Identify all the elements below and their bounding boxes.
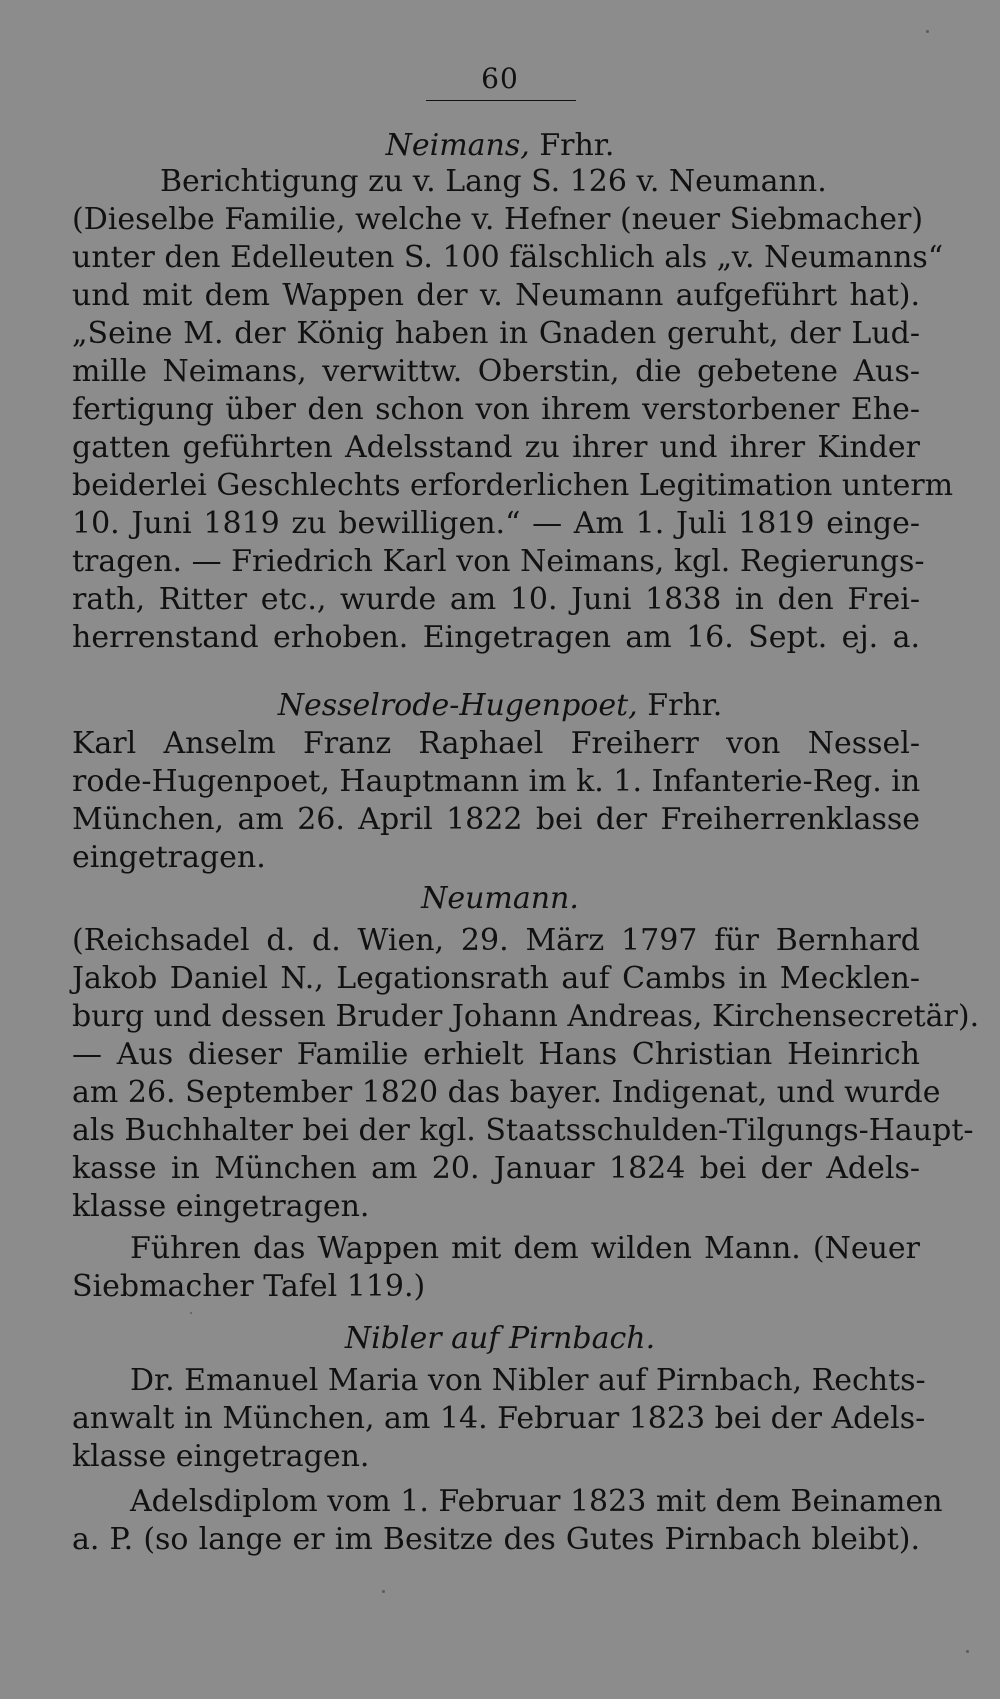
text-line: unter den Edelleuten S. 100 fälschlich als „v. Neumanns“ bbox=[72, 240, 944, 275]
section-heading-nibler bbox=[0, 1320, 1000, 1358]
section-heading-neimans bbox=[0, 127, 1000, 165]
section-title: Neumann. bbox=[421, 881, 579, 916]
text-line: (Dieselbe Familie, welche v. Hefner (neuer Siebmacher) bbox=[72, 202, 924, 237]
text-line: Siebmacher Tafel 119.) bbox=[72, 1269, 426, 1304]
text-line: München, am 26. April 1822 bei der Freiherrenklasse bbox=[72, 802, 920, 837]
scan-speck bbox=[966, 1650, 969, 1653]
text-line: Karl Anselm Franz Raphael Freiherr von Nessel- bbox=[72, 726, 920, 761]
text-line: herrenstand erhoben. Eingetragen am 16. Sept. ej. a. bbox=[72, 620, 920, 655]
text-line: tragen. — Friedrich Karl von Neimans, kgl. Regierungs- bbox=[72, 544, 925, 579]
section-title-suffix: Frhr. bbox=[539, 128, 615, 163]
text-line: Dr. Emanuel Maria von Nibler auf Pirnbach, Rechts- bbox=[130, 1363, 926, 1398]
text-line: Berichtigung zu v. Lang S. 126 v. Neumann. bbox=[160, 164, 827, 199]
page-number: 60 bbox=[481, 62, 519, 95]
section-heading-nesselrode bbox=[0, 687, 1000, 725]
text-line: Führen das Wappen mit dem wilden Mann. (Neuer bbox=[130, 1231, 920, 1266]
text-line: kasse in München am 20. Januar 1824 bei der Adels- bbox=[72, 1151, 920, 1186]
text-line: als Buchhalter bei der kgl. Staatsschulden-Tilgungs-Haupt- bbox=[72, 1113, 974, 1148]
scan-speck bbox=[190, 1312, 192, 1314]
text-line: 10. Juni 1819 zu bewilligen.“ — Am 1. Juli 1819 einge- bbox=[72, 506, 920, 541]
text-line: a. P. (so lange er im Besitze des Gutes Pirnbach bleibt). bbox=[72, 1522, 920, 1557]
text-line: (Reichsadel d. d. Wien, 29. März 1797 für Bernhard bbox=[72, 923, 920, 958]
text-line: und mit dem Wappen der v. Neumann aufgeführt hat). bbox=[72, 278, 920, 313]
text-line: „Seine M. der König haben in Gnaden geruht, der Lud- bbox=[72, 316, 920, 351]
scan-speck bbox=[382, 1590, 385, 1593]
section-title: Nibler auf Pirnbach. bbox=[344, 1321, 656, 1356]
text-line: klasse eingetragen. bbox=[72, 1189, 370, 1224]
text-line: mille Neimans, verwittw. Oberstin, die gebetene Aus- bbox=[72, 354, 920, 389]
section-heading-neumann bbox=[0, 880, 1000, 918]
text-line: fertigung über den schon von ihrem verstorbener Ehe- bbox=[72, 392, 920, 427]
section-title-suffix: Frhr. bbox=[647, 688, 723, 723]
text-line: burg und dessen Bruder Johann Andreas, Kirchensecretär). bbox=[72, 999, 980, 1034]
scan-speck bbox=[926, 30, 929, 33]
text-line: eingetragen. bbox=[72, 840, 266, 875]
text-line: Jakob Daniel N., Legationsrath auf Cambs in Mecklen- bbox=[72, 961, 920, 996]
section-title: Nesselrode-Hugenpoet, bbox=[277, 688, 638, 723]
text-line: Adelsdiplom vom 1. Februar 1823 mit dem Beinamen bbox=[130, 1484, 943, 1519]
section-title: Neimans, bbox=[385, 128, 530, 163]
page-number-rule bbox=[426, 100, 576, 101]
text-line: klasse eingetragen. bbox=[72, 1439, 370, 1474]
text-line: rath, Ritter etc., wurde am 10. Juni 1838 in den Frei- bbox=[72, 582, 920, 617]
text-line: rode-Hugenpoet, Hauptmann im k. 1. Infanterie-Reg. in bbox=[72, 764, 921, 799]
text-line: gatten geführten Adelsstand zu ihrer und ihrer Kinder bbox=[72, 430, 920, 465]
text-line: am 26. September 1820 das bayer. Indigenat, und wurde bbox=[72, 1075, 941, 1110]
text-line: — Aus dieser Familie erhielt Hans Christian Heinrich bbox=[72, 1037, 920, 1072]
text-line: beiderlei Geschlechts erforderlichen Legitimation unterm bbox=[72, 468, 954, 503]
text-line: anwalt in München, am 14. Februar 1823 bei der Adels- bbox=[72, 1401, 926, 1436]
